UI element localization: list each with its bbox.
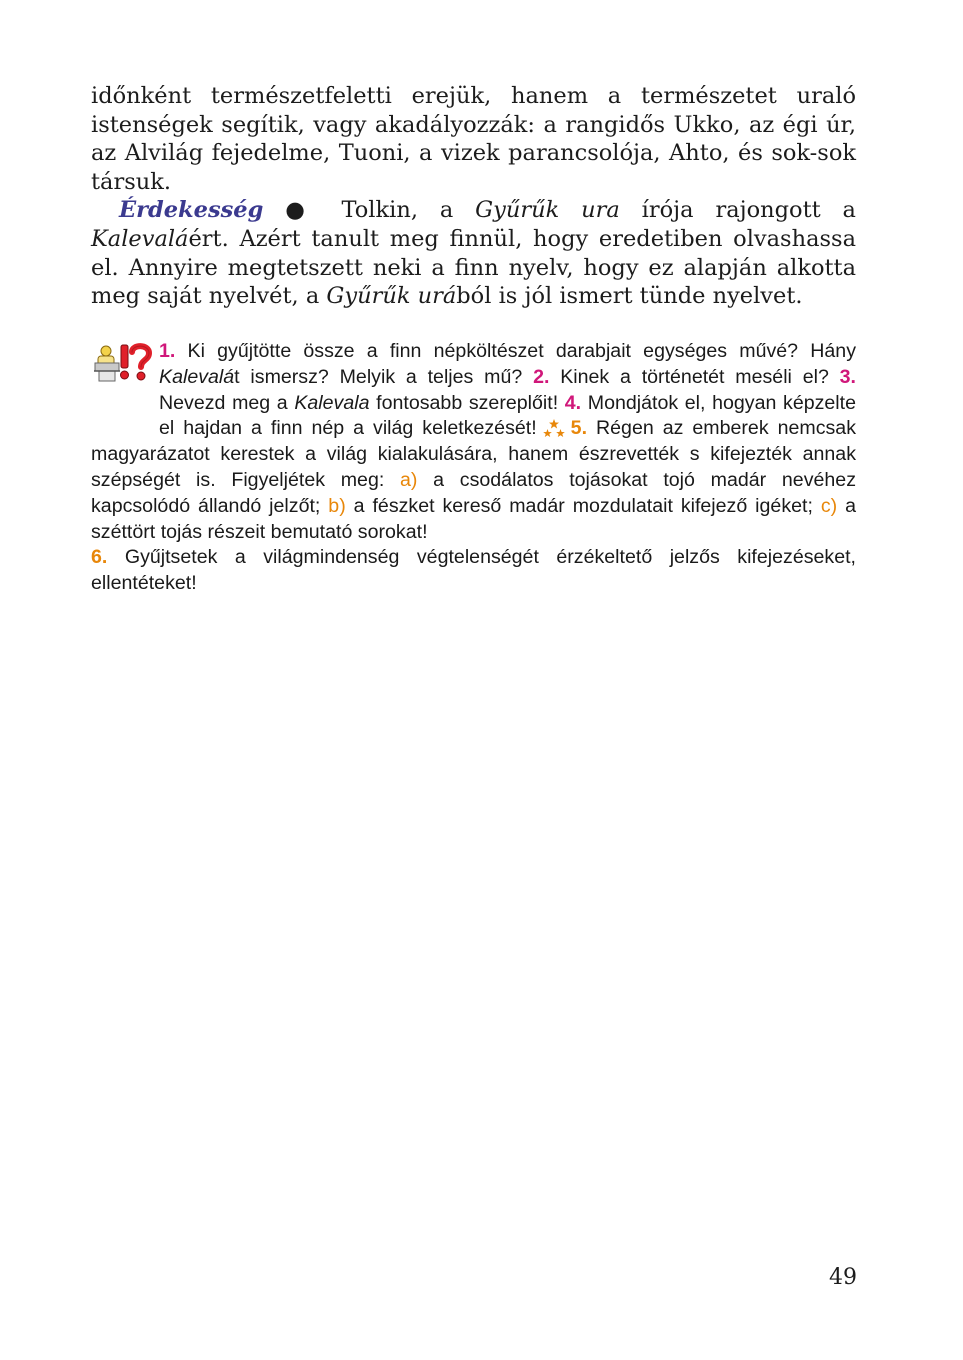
task-number-3: 3. bbox=[839, 365, 856, 388]
subtask-b: b) bbox=[328, 494, 346, 517]
subtask-c: c) bbox=[820, 494, 838, 517]
star-cluster-icon bbox=[541, 418, 567, 440]
task-list bbox=[91, 339, 856, 597]
paragraph-continuation: időnként természetfeletti erejük, hanem a természetet uraló istenségek segítik, vagy akadályozzák: a rangidős Ukko, az égi úr, az Alvilág fejedelme, Tuoni, a vizek parancsolója, Ahto, és sok-sok társuk. bbox=[91, 83, 856, 195]
task-number-4: 4. bbox=[564, 391, 582, 414]
task-paragraph: 1. Ki gyűjtötte össze a finn népköltészet darabjait egységes művé? Hány Kalevalát ismersz? Melyik a teljes mű? 2. Kinek a történetét meséli el? 3. Nevezd meg a Kalevala fontosabb szereplőit! 4. Mondjátok el, hogyan képzelte el hajdan a finn nép a világ keletkezését! 5. Régen az emberek nemcsak magyarázatot kerestek a világ kialakulására, hanem észrevették s kifejezték annak szépségét is. Figyeljétek meg: a) a csodálatos tojásokat tojó madár nevéhez kapcsolódó állandó jelzőt; b) a fészket kereső madár mozdulatait kifejező igéket; c) a széttört tojás részeit bemutató sorokat! 6. Gyűjtsetek a világmindenség végtelenségét érzékeltető jelzős kifejezéseket, ellentéteket! bbox=[91, 340, 857, 595]
page-number: 49 bbox=[829, 1265, 857, 1290]
exclamation-question-icon bbox=[91, 341, 157, 417]
main-text bbox=[91, 82, 856, 311]
task-number-2: 2. bbox=[533, 365, 550, 388]
subtask-a: a) bbox=[400, 468, 418, 491]
curiosity-label: Érdekesség bbox=[119, 197, 264, 224]
task-number-1: 1. bbox=[159, 340, 176, 362]
task-number-6: 6. bbox=[91, 546, 108, 569]
bullet: ● bbox=[285, 197, 320, 224]
task-number-5: 5. bbox=[570, 417, 588, 440]
paragraph-curiosity: Érdekesség ● Tolkin, a Gyűrűk ura írója rajongott a Kalevaláért. Azért tanult meg finnül, hogy eredetiben olvashassa el. Annyire megtetszett neki a finn nyelv, hogy ez alapján alkotta meg saját nyelvét, a Gyűrűk urából is jól ismert tünde nyelvet. bbox=[91, 197, 856, 310]
